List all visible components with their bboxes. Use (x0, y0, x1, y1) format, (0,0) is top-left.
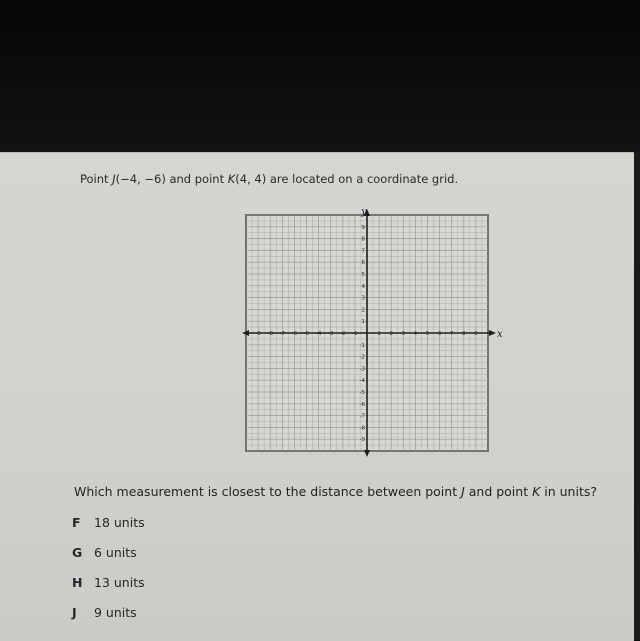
choice-text: 18 units (94, 515, 145, 530)
stem-text-2: (−4, −6) and point (115, 172, 228, 186)
choice-letter: G (72, 545, 83, 560)
prompt-point-j: J (461, 484, 465, 499)
x-tick-label: 6 (437, 331, 442, 337)
choice-text: 6 units (94, 545, 137, 560)
stem-text-1: Point (80, 172, 113, 186)
y-tick-label: 9 (361, 224, 365, 231)
question-page (0, 152, 634, 641)
question-prompt (74, 484, 597, 499)
y-tick-label: -1 (359, 342, 365, 349)
y-tick-label: 6 (361, 260, 365, 267)
x-tick-label: -2 (340, 331, 346, 337)
screen-edge (634, 152, 640, 640)
x-tick-label: -3 (327, 331, 334, 337)
y-tick-label: -4 (359, 378, 365, 385)
x-tick-label: -7 (279, 331, 286, 337)
x-tick-label: -6 (291, 331, 298, 337)
y-tick-label: 4 (361, 283, 365, 290)
y-tick-label: -6 (359, 401, 365, 408)
choice-text: 9 units (94, 605, 137, 620)
x-tick-label: 1 (377, 331, 381, 337)
y-tick-label: -5 (359, 390, 365, 396)
x-tick-label: 2 (389, 331, 393, 337)
y-tick-label: 2 (361, 307, 365, 314)
x-tick-label: -5 (303, 331, 310, 337)
x-tick-label: -4 (315, 331, 322, 337)
y-tick-label: -8 (359, 425, 365, 432)
choice-letter: H (72, 575, 83, 590)
x-axis-label: x (497, 329, 503, 340)
x-tick-label: -1 (352, 331, 358, 337)
prompt-text-2: and point (464, 484, 533, 499)
prompt-text-1: Which measurement is closest to the distance between point (74, 484, 462, 499)
x-tick-label: -8 (267, 331, 273, 337)
choice-text: 13 units (94, 575, 145, 590)
x-tick-label: -9 (255, 331, 261, 337)
y-tick-label: -2 (359, 354, 365, 361)
x-tick-label: 5 (425, 331, 430, 337)
x-tick-label: 7 (449, 331, 454, 337)
y-tick-label: -7 (359, 413, 365, 420)
point-j-label: J (112, 172, 116, 186)
y-axis-arrow-down (364, 450, 370, 457)
choice-letter: F (72, 515, 81, 530)
y-tick-label: 7 (361, 248, 365, 255)
x-tick-label: 3 (401, 331, 406, 337)
x-tick-label: 8 (462, 331, 466, 337)
x-tick-label: 9 (474, 331, 478, 337)
x-tick-label: 4 (413, 331, 418, 337)
question-stem (80, 172, 458, 186)
coordinate-grid (240, 206, 503, 457)
prompt-text-3: in units? (540, 484, 598, 499)
y-tick-label: 3 (361, 295, 365, 302)
y-tick-label: -9 (359, 437, 365, 444)
choice-letter: J (72, 605, 77, 620)
y-tick-label: 8 (361, 236, 365, 243)
y-tick-label: -3 (359, 366, 365, 373)
prompt-point-k: K (532, 484, 541, 499)
x-axis-arrow-right (489, 330, 496, 336)
y-tick-label: 1 (361, 319, 365, 326)
dark-background (0, 0, 640, 152)
point-k-label: K (227, 172, 236, 186)
y-axis-label: y (361, 206, 367, 218)
coordinate-grid-svg (240, 206, 503, 457)
y-tick-label: 5 (361, 272, 365, 278)
stem-text-3: (4, 4) are located on a coordinate grid. (235, 172, 459, 186)
